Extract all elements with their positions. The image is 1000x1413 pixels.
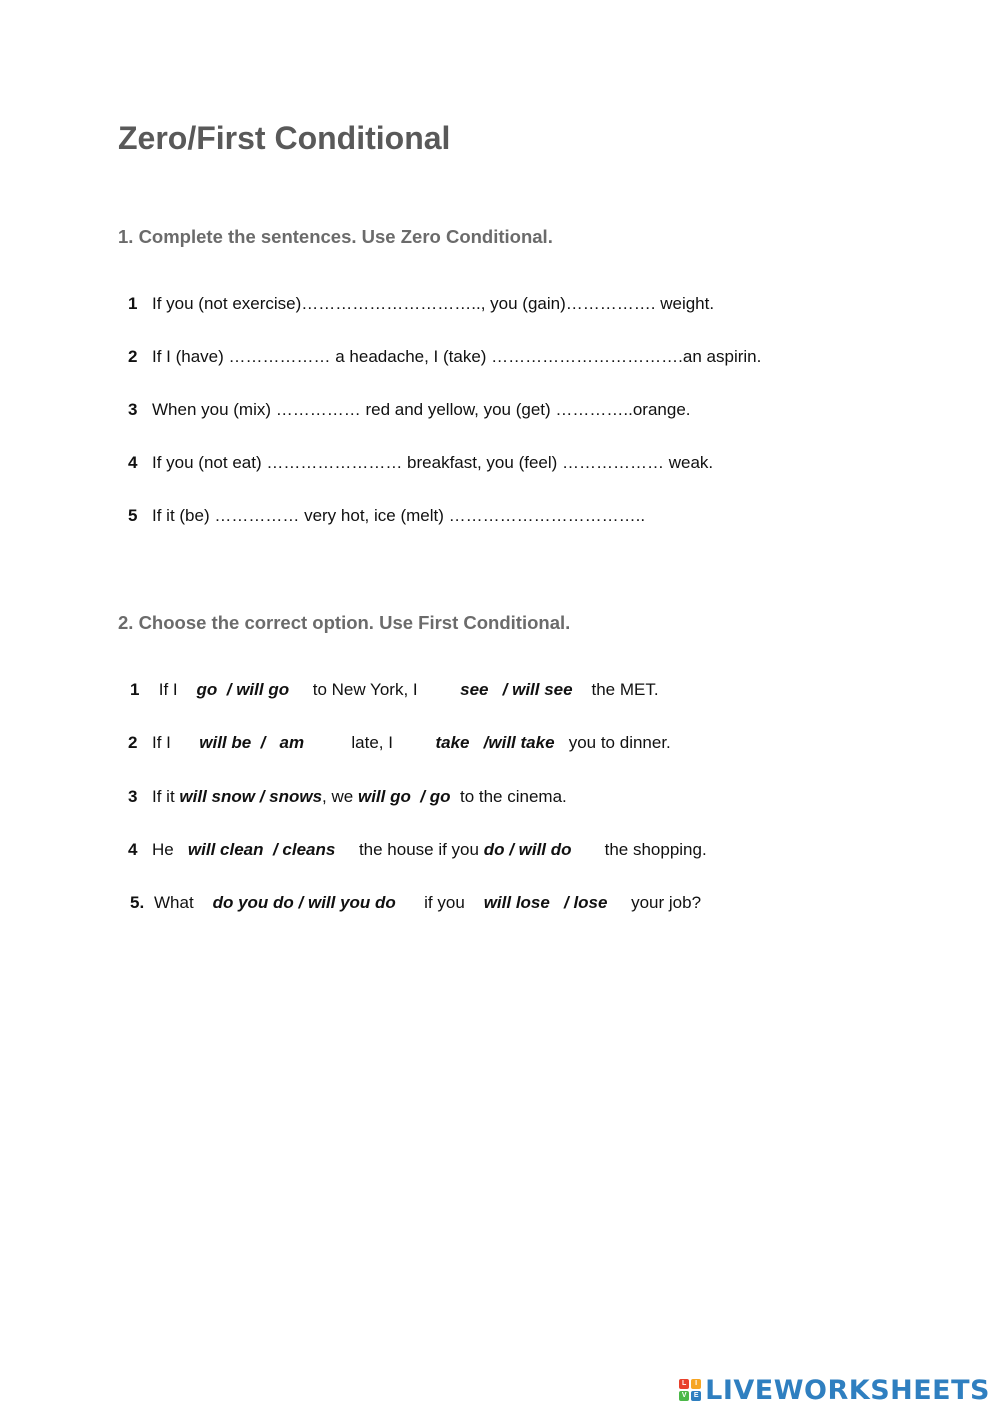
choice-option-2[interactable]: do / will do (483, 840, 572, 859)
exercise-2-item-1 (130, 679, 659, 701)
item-mid-text: late, I (351, 733, 393, 752)
item-pre-text: If I (158, 680, 178, 699)
item-post-text: to the cinema. (459, 787, 567, 806)
item-number: 1 (130, 680, 140, 699)
item-text: If I (have) ……………… a headache, I (take) …………………………….an aspirin. (152, 347, 762, 366)
item-number: 5 (128, 506, 138, 525)
choice-option-2[interactable]: take /will take (435, 733, 555, 752)
logo-mark-icon (679, 1379, 701, 1401)
item-pre-text: What (154, 893, 194, 912)
item-number: 4 (128, 840, 138, 859)
item-number: 2 (128, 347, 138, 366)
exercise-2-item-3 (128, 786, 567, 808)
item-post-text: your job? (631, 893, 702, 912)
page-title: Zero/First Conditional (118, 120, 451, 156)
item-pre-text: He (152, 840, 174, 859)
item-post-text: the shopping. (604, 840, 707, 859)
exercise-2-item-5 (130, 892, 701, 914)
liveworksheets-logo (679, 1375, 990, 1405)
exercise-1-item-4 (128, 452, 713, 474)
item-number: 5. (130, 893, 145, 912)
item-text: If you (not exercise)………………………….., you (gain)……………. weight. (152, 294, 715, 313)
item-mid-text: if you (424, 893, 465, 912)
item-number: 2 (128, 733, 138, 752)
item-post-text: the MET. (591, 680, 659, 699)
section-2-heading: 2. Choose the correct option. Use First Conditional. (118, 612, 571, 633)
choice-option-1[interactable]: do you do / will you do (212, 893, 396, 912)
logo-mark-tile: I (691, 1379, 701, 1389)
exercise-2-item-2 (128, 732, 671, 754)
choice-option-2[interactable]: will go / go (357, 787, 451, 806)
exercise-1-item-1 (128, 293, 714, 315)
logo-mark-tile: L (679, 1379, 689, 1389)
choice-option-2[interactable]: will lose / lose (483, 893, 608, 912)
logo-mark-tile: E (691, 1391, 701, 1401)
item-text: If it (be) …………… very hot, ice (melt) …………………………….. (152, 506, 646, 525)
item-text: If you (not eat) …………………… breakfast, you (feel) ……………… weak. (152, 453, 714, 472)
item-pre-text: If I (152, 733, 171, 752)
item-number: 3 (128, 787, 138, 806)
exercise-1-item-2 (128, 346, 761, 368)
item-text: When you (mix) …………… red and yellow, you (get) …………..orange. (152, 400, 691, 419)
exercise-1-item-5 (128, 505, 645, 527)
choice-option-2[interactable]: see / will see (460, 680, 573, 699)
choice-option-1[interactable]: will clean / cleans (187, 840, 336, 859)
item-pre-text: If it (152, 787, 175, 806)
item-mid-text: , we (322, 787, 354, 806)
choice-option-1[interactable]: will be / am (199, 733, 305, 752)
logo-mark-tile: V (679, 1391, 689, 1401)
item-number: 4 (128, 453, 138, 472)
item-post-text: you to dinner. (568, 733, 671, 752)
item-mid-text: to New York, I (312, 680, 418, 699)
section-1-heading: 1. Complete the sentences. Use Zero Conditional. (118, 226, 553, 247)
choice-option-1[interactable]: go / will go (196, 680, 290, 699)
choice-option-1[interactable]: will snow / snows (179, 787, 323, 806)
exercise-2-item-4 (128, 839, 707, 861)
item-number: 1 (128, 294, 138, 313)
logo-text: LIVEWORKSHEETS (705, 1374, 990, 1406)
item-number: 3 (128, 400, 138, 419)
exercise-1-item-3 (128, 399, 691, 421)
item-mid-text: the house if you (358, 840, 479, 859)
